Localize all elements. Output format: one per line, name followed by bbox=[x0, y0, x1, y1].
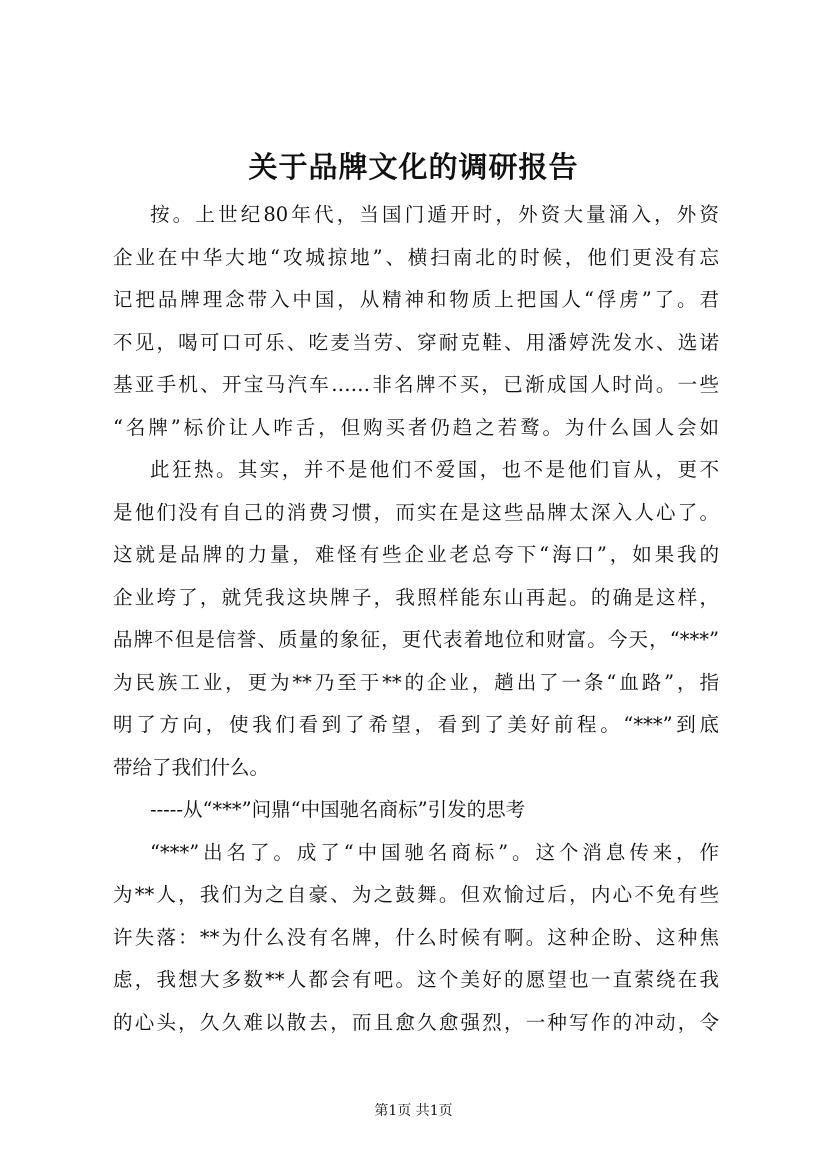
text-line: 此狂热。其实，并不是他们不爱国，也不是他们盲从，更不 bbox=[150, 458, 719, 481]
page-footer: 第1页 共1页 bbox=[374, 1103, 453, 1119]
text-line: 企业垮了，就凭我这块牌子，我照样能东山再起。的确是这样， bbox=[113, 585, 719, 609]
text-line: 许失落：**为什么没有名牌，什么时候有啊。这种企盼、这种焦 bbox=[113, 925, 719, 949]
text-line: 这就是品牌的力量，难怪有些企业老总夸下“海口”，如果我的 bbox=[113, 543, 719, 566]
text-line: 品牌不但是信誉、质量的象征，更代表着地位和财富。今天，“***” bbox=[113, 628, 719, 651]
text-line: 带给了我们什么。 bbox=[113, 755, 270, 779]
text-line: 不见，喝可口可乐、吃麦当劳、穿耐克鞋、用潘婷洗发水、选诺 bbox=[113, 330, 719, 354]
text-line: 为民族工业，更为**乃至于**的企业，趟出了一条“血路”，指 bbox=[113, 670, 719, 694]
document-body bbox=[113, 194, 719, 1044]
text-line: 为**人，我们为之自豪、为之鼓舞。但欢愉过后，内心不免有些 bbox=[113, 883, 719, 906]
text-line: “名牌”标价让人咋舌，但购买者仍趋之若鹜。为什么国人会如 bbox=[113, 415, 719, 439]
text-line: 基亚手机、开宝马汽车……非名牌不买，已渐成国人时尚。一些 bbox=[113, 373, 719, 396]
text-line: 按。上世纪80年代，当国门遁开时，外资大量涌入，外资 bbox=[150, 203, 719, 226]
text-line: 的心头，久久难以散去，而且愈久愈强烈，一种写作的冲动，令 bbox=[113, 1010, 719, 1034]
text-line: 明了方向，使我们看到了希望，看到了美好前程。“***”到底 bbox=[113, 713, 719, 736]
document-title: 关于品牌文化的调研报告 bbox=[248, 150, 579, 184]
text-line: 企业在中华大地“攻城掠地”、横扫南北的时候，他们更没有忘 bbox=[113, 245, 719, 269]
text-line: 是他们没有自己的消费习惯，而实在是这些品牌太深入人心了。 bbox=[113, 500, 719, 524]
text-line: “***”出名了。成了“中国驰名商标”。这个消息传来，作 bbox=[150, 840, 719, 864]
text-line: 记把品牌理念带入中国，从精神和物质上把国人“俘虏”了。君 bbox=[113, 288, 719, 311]
text-line: 虑，我想大多数**人都会有吧。这个美好的愿望也一直萦绕在我 bbox=[113, 968, 719, 991]
section-subtitle: -----从“***”问鼎“中国驰名商标”引发的思考 bbox=[150, 798, 526, 821]
